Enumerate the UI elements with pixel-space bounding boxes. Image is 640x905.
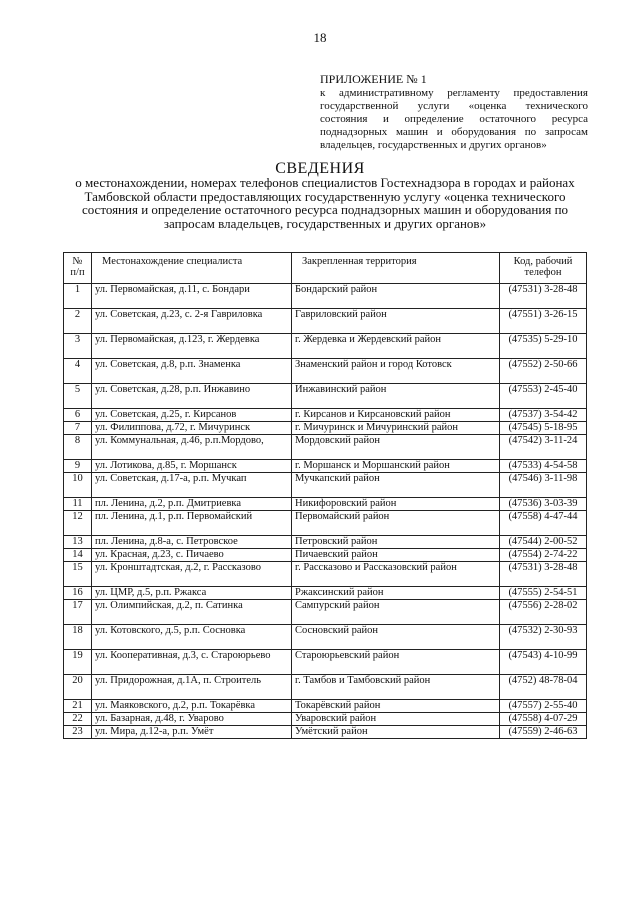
row-address: ул. Лотикова, д.85, г. Моршанск: [92, 460, 292, 473]
header-phone: Код, рабочий телефон: [500, 253, 587, 284]
table-header-row: [64, 253, 587, 284]
row-number: 20: [64, 675, 92, 700]
row-phone: (47532) 2-30-93: [500, 625, 587, 650]
appendix-block: [320, 73, 588, 152]
row-number: 4: [64, 359, 92, 384]
row-address: ул. ЦМР, д.5, р.п. Ржакса: [92, 587, 292, 600]
row-number: 11: [64, 498, 92, 511]
row-address: ул. Кооперативная, д.3, с. Староюрьево: [92, 650, 292, 675]
table-row: [64, 409, 587, 422]
row-number: 16: [64, 587, 92, 600]
row-territory: г. Мичуринск и Мичуринский район: [292, 422, 500, 435]
row-territory: г. Кирсанов и Кирсановский район: [292, 409, 500, 422]
row-number: 18: [64, 625, 92, 650]
row-address: пл. Ленина, д.2, р.п. Дмитриевка: [92, 498, 292, 511]
row-territory: Первомайский район: [292, 511, 500, 536]
row-territory: Инжавинский район: [292, 384, 500, 409]
row-territory: Мучкапский район: [292, 473, 500, 498]
specialists-table: [63, 252, 587, 739]
header-num: № п/п: [64, 253, 92, 284]
document-title: СВЕДЕНИЯ: [275, 160, 365, 177]
row-address: ул. Советская, д.8, р.п. Знаменка: [92, 359, 292, 384]
row-phone: (47536) 3-03-39: [500, 498, 587, 511]
table-row: [64, 536, 587, 549]
table-row: [64, 700, 587, 713]
row-phone: (47542) 3-11-24: [500, 435, 587, 460]
row-territory: Сампурский район: [292, 600, 500, 625]
row-number: 8: [64, 435, 92, 460]
table-row: [64, 511, 587, 536]
table-row: [64, 562, 587, 587]
row-address: ул. Базарная, д.48, г. Уварово: [92, 713, 292, 726]
row-number: 22: [64, 713, 92, 726]
row-territory: г. Тамбов и Тамбовский район: [292, 675, 500, 700]
row-territory: Никифоровский район: [292, 498, 500, 511]
row-address: ул. Советская, д.28, р.п. Инжавино: [92, 384, 292, 409]
row-territory: Гавриловский район: [292, 309, 500, 334]
table-row: [64, 422, 587, 435]
row-phone: (47545) 5-18-95: [500, 422, 587, 435]
table-row: [64, 600, 587, 625]
row-number: 12: [64, 511, 92, 536]
row-phone: (47558) 4-07-29: [500, 713, 587, 726]
row-address: ул. Первомайская, д.123, г. Жердевка: [92, 334, 292, 359]
row-territory: Токарёвский район: [292, 700, 500, 713]
row-phone: (47543) 4-10-99: [500, 650, 587, 675]
row-phone: (47535) 5-29-10: [500, 334, 587, 359]
header-territory: Закрепленная территория: [292, 253, 500, 284]
row-number: 3: [64, 334, 92, 359]
row-number: 9: [64, 460, 92, 473]
row-phone: (47546) 3-11-98: [500, 473, 587, 498]
row-territory: г. Жердевка и Жердевский район: [292, 334, 500, 359]
table-row: [64, 384, 587, 409]
row-territory: г. Моршанск и Моршанский район: [292, 460, 500, 473]
row-number: 14: [64, 549, 92, 562]
page-number: 18: [313, 30, 327, 45]
table-row: [64, 713, 587, 726]
table-row: [64, 435, 587, 460]
row-phone: (47554) 2-74-22: [500, 549, 587, 562]
table-row: [64, 460, 587, 473]
row-phone: (47531) 3-28-48: [500, 562, 587, 587]
row-address: ул. Филиппова, д.72, г. Мичуринск: [92, 422, 292, 435]
row-address: пл. Ленина, д.8-а, с. Петровское: [92, 536, 292, 549]
row-phone: (47551) 3-26-15: [500, 309, 587, 334]
row-territory: Ржаксинский район: [292, 587, 500, 600]
table-row: [64, 309, 587, 334]
row-number: 6: [64, 409, 92, 422]
row-address: ул. Мира, д.12-а, р.п. Умёт: [92, 726, 292, 739]
row-number: 2: [64, 309, 92, 334]
document-subtitle: о местонахождении, номерах телефонов специалистов Гостехнадзора в городах и районах Тамбовской области предоставляющих государственную услугу «оценка технического состояния и определение остаточного ресурса поднадзорных машин и оборудования по запросам владельцев, государственных и других органов»: [75, 175, 575, 231]
row-number: 15: [64, 562, 92, 587]
row-number: 23: [64, 726, 92, 739]
table-body: [64, 284, 587, 739]
row-address: пл. Ленина, д.1, р.п. Первомайский: [92, 511, 292, 536]
row-phone: (47558) 4-47-44: [500, 511, 587, 536]
row-territory: Уваровский район: [292, 713, 500, 726]
row-territory: Знаменский район и город Котовск: [292, 359, 500, 384]
appendix-text: к административному регламенту предоставления государственной услуги «оценка технического состояния и определение остаточного ресурса поднадзорных машин и оборудования по запросам владельцев, государственных и других органов»: [320, 87, 588, 151]
row-address: ул. Кронштадтская, д.2, г. Рассказово: [92, 562, 292, 587]
row-territory: Мордовский район: [292, 435, 500, 460]
row-phone: (47537) 3-54-42: [500, 409, 587, 422]
header-address: Местонахождение специалиста: [92, 253, 292, 284]
row-phone: (47553) 2-45-40: [500, 384, 587, 409]
table-row: [64, 473, 587, 498]
appendix-title: ПРИЛОЖЕНИЕ № 1: [320, 72, 427, 86]
table-row: [64, 726, 587, 739]
row-address: ул. Советская, д.17-а, р.п. Мучкап: [92, 473, 292, 498]
row-address: ул. Коммунальная, д.46, р.п.Мордово,: [92, 435, 292, 460]
row-territory: Староюрьевский район: [292, 650, 500, 675]
row-phone: (47552) 2-50-66: [500, 359, 587, 384]
row-number: 10: [64, 473, 92, 498]
row-territory: Петровский район: [292, 536, 500, 549]
row-address: ул. Советская, д.25, г. Кирсанов: [92, 409, 292, 422]
table-row: [64, 587, 587, 600]
row-phone: (47559) 2-46-63: [500, 726, 587, 739]
row-number: 17: [64, 600, 92, 625]
row-address: ул. Советская, д.23, с. 2-я Гавриловка: [92, 309, 292, 334]
row-phone: (47533) 4-54-58: [500, 460, 587, 473]
table-row: [64, 334, 587, 359]
row-phone: (47544) 2-00-52: [500, 536, 587, 549]
row-phone: (47556) 2-28-02: [500, 600, 587, 625]
table-row: [64, 650, 587, 675]
row-address: ул. Первомайская, д.11, с. Бондари: [92, 284, 292, 309]
row-territory: Пичаевский район: [292, 549, 500, 562]
row-number: 21: [64, 700, 92, 713]
row-phone: (47531) 3-28-48: [500, 284, 587, 309]
row-phone: (47557) 2-55-40: [500, 700, 587, 713]
row-address: ул. Олимпийская, д.2, п. Сатинка: [92, 600, 292, 625]
row-number: 19: [64, 650, 92, 675]
row-phone: (4752) 48-78-04: [500, 675, 587, 700]
row-phone: (47555) 2-54-51: [500, 587, 587, 600]
row-address: ул. Придорожная, д.1А, п. Строитель: [92, 675, 292, 700]
row-territory: Умётский район: [292, 726, 500, 739]
table-row: [64, 359, 587, 384]
table-row: [64, 625, 587, 650]
table-row: [64, 284, 587, 309]
row-number: 1: [64, 284, 92, 309]
table-row: [64, 675, 587, 700]
row-territory: г. Рассказово и Рассказовский район: [292, 562, 500, 587]
row-number: 13: [64, 536, 92, 549]
row-address: ул. Маяковского, д.2, р.п. Токарёвка: [92, 700, 292, 713]
row-territory: Бондарский район: [292, 284, 500, 309]
row-address: ул. Котовского, д.5, р.п. Сосновка: [92, 625, 292, 650]
row-address: ул. Красная, д.23, с. Пичаево: [92, 549, 292, 562]
row-number: 5: [64, 384, 92, 409]
row-number: 7: [64, 422, 92, 435]
table-row: [64, 498, 587, 511]
row-territory: Сосновский район: [292, 625, 500, 650]
table-row: [64, 549, 587, 562]
